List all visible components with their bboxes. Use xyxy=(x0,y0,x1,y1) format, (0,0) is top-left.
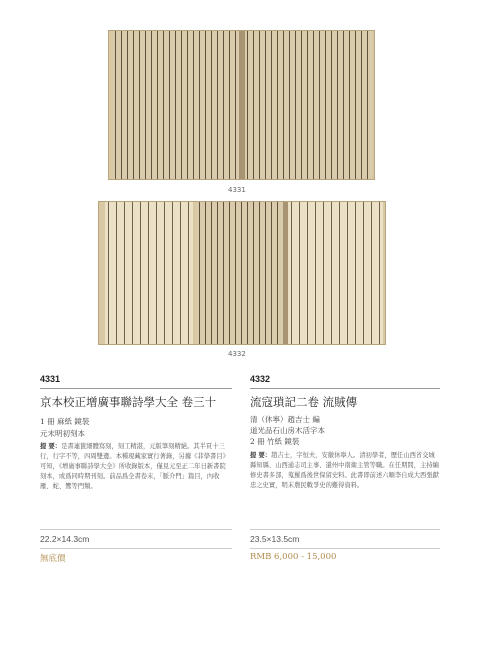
lot-volumes: 2 冊 竹紙 鏡裝 xyxy=(250,437,300,446)
lot-author: 清（休寧）趙吉士 編 xyxy=(250,415,320,424)
lot-edition: 道光品石山房木活字本 xyxy=(250,426,325,435)
photo-4331 xyxy=(108,30,375,180)
divider xyxy=(40,388,232,389)
lot-estimate: 無底價 xyxy=(40,554,66,564)
divider xyxy=(250,388,440,389)
divider xyxy=(250,548,440,549)
desc-label: 提 要： xyxy=(250,452,272,459)
divider xyxy=(40,548,232,549)
lot-title: 流寇瑣記二卷 流賊傳 xyxy=(250,395,358,409)
lot-estimate: RMB 6,000 - 15,000 xyxy=(250,552,337,562)
lot-title: 京本校正增廣事聯詩學大全 卷三十 xyxy=(40,395,217,409)
desc-text: 是書連篋細體寫刻，刻工精湛，元版筆刻精絕。其半頁十三行，行字不等，四周雙邊。本種現藏家實行著錄，另據《菲學書目》可知，《增廣事聯詩學大全》所收錄版本，僅見元至正二年日新書院刻本，或爲同時期刊刻。前品爲全書卷末，「脈介門」篇目，內收雁、蛇、鸞等門類。 xyxy=(40,443,229,490)
lot-description xyxy=(40,442,232,492)
photo-caption: 4332 xyxy=(228,350,246,358)
lot-size: 23.5×13.5cm xyxy=(250,534,300,544)
divider xyxy=(250,529,440,530)
lot-size: 22.2×14.3cm xyxy=(40,534,90,544)
lot-description xyxy=(250,451,440,491)
desc-text: 趙吉士，字恒夫，安徽休寧人。清初學者，歷任山西省交城縣知縣、山西通志司主事、還州中南衛主管等職。在任期間，主持編修史書多部，蒐羅爲後世保留史料。此書即前述六順李自成大西張獻忠之史實，明末農民戰爭史的難得資料。 xyxy=(250,452,439,489)
photo-4332 xyxy=(98,201,386,345)
divider xyxy=(40,529,232,530)
lot-edition: 元末明初刻本 xyxy=(40,429,85,438)
lot-volumes: 1 冊 麻紙 鏡裝 xyxy=(40,417,90,426)
desc-label: 提 要： xyxy=(40,443,62,450)
photo-caption: 4331 xyxy=(228,186,246,194)
lot-number: 4331 xyxy=(40,374,61,384)
lot-number: 4332 xyxy=(250,374,271,384)
